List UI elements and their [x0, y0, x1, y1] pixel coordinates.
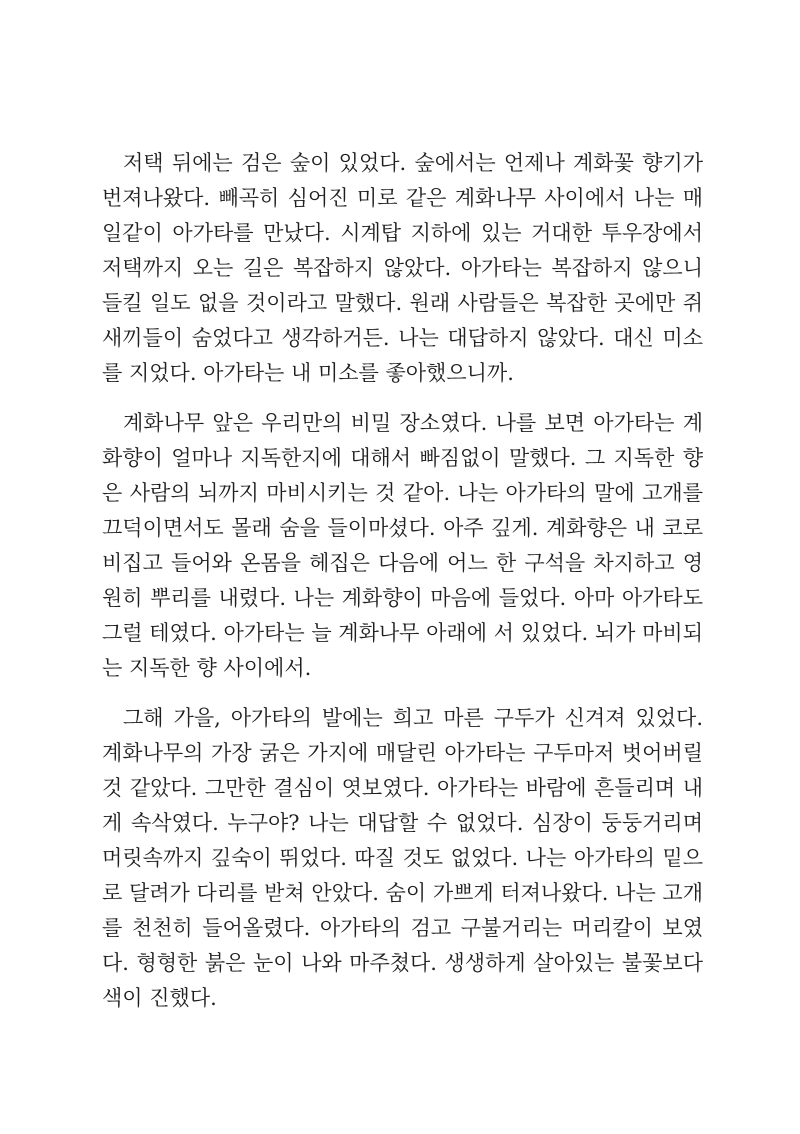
paragraph-3: 그해 가을, 아가타의 발에는 희고 마른 구두가 신겨져 있었다. 계화나무의 가장 굵은 가지에 매달린 아가타는 구두마저 벗어버릴 것 같았다. 그만한 결심이 엿보였다. 아가타는 바람에 흔들리며 내게 속삭였다. 누구야? 나는 대답할 수 없었다. 심장이 둥둥거리며 머릿속까지 깊숙이 뛰었다. 따질 것도 없었다. 나는 아가타의 밑으로 달려가 다리를 받쳐 안았다. 숨이 가쁘게 터져나왔다. 나는 고개를 천천히 들어올렸다. 아가타의 검고 구불거리는 머리칼이 보였다. 형형한 붉은 눈이 나와 마주쳤다. 생생하게 살아있는 불꽃보다 색이 진했다. — [102, 706, 703, 1010]
paragraph-1: 저택 뒤에는 검은 숲이 있었다. 숲에서는 언제나 계화꽃 향기가 번져나왔다. 빼곡히 심어진 미로 같은 계화나무 사이에서 나는 매일같이 아가타를 만났다. 시계탑 지하에 있는 거대한 투우장에서 저택까지 오는 길은 복잡하지 않았다. 아가타는 복잡하지 않으니 들킬 일도 없을 것이라고 말했다. 원래 사람들은 복잡한 곳에만 쥐새끼들이 숨었다고 생각하거든. 나는 대답하지 않았다. 대신 미소를 지었다. 아가타는 내 미소를 좋아했으니까. — [102, 151, 703, 385]
paragraph-2: 계화나무 앞은 우리만의 비밀 장소였다. 나를 보면 아가타는 계화향이 얼마나 지독한지에 대해서 빠짐없이 말했다. 그 지독한 향은 사람의 뇌까지 마비시키는 것 같아. 나는 아가타의 말에 고개를 끄덕이면서도 몰래 숨을 들이마셨다. 아주 깊게. 계화향은 내 코로 비집고 들어와 온몸을 헤집은 다음에 어느 한 구석을 차지하고 영원히 뿌리를 내렸다. 나는 계화향이 마음에 들었다. 아마 아가타도 그럴 테였다. 아가타는 늘 계화나무 아래에 서 있었다. 뇌가 마비되는 지독한 향 사이에서. — [102, 411, 703, 680]
text-block — [102, 146, 703, 1016]
